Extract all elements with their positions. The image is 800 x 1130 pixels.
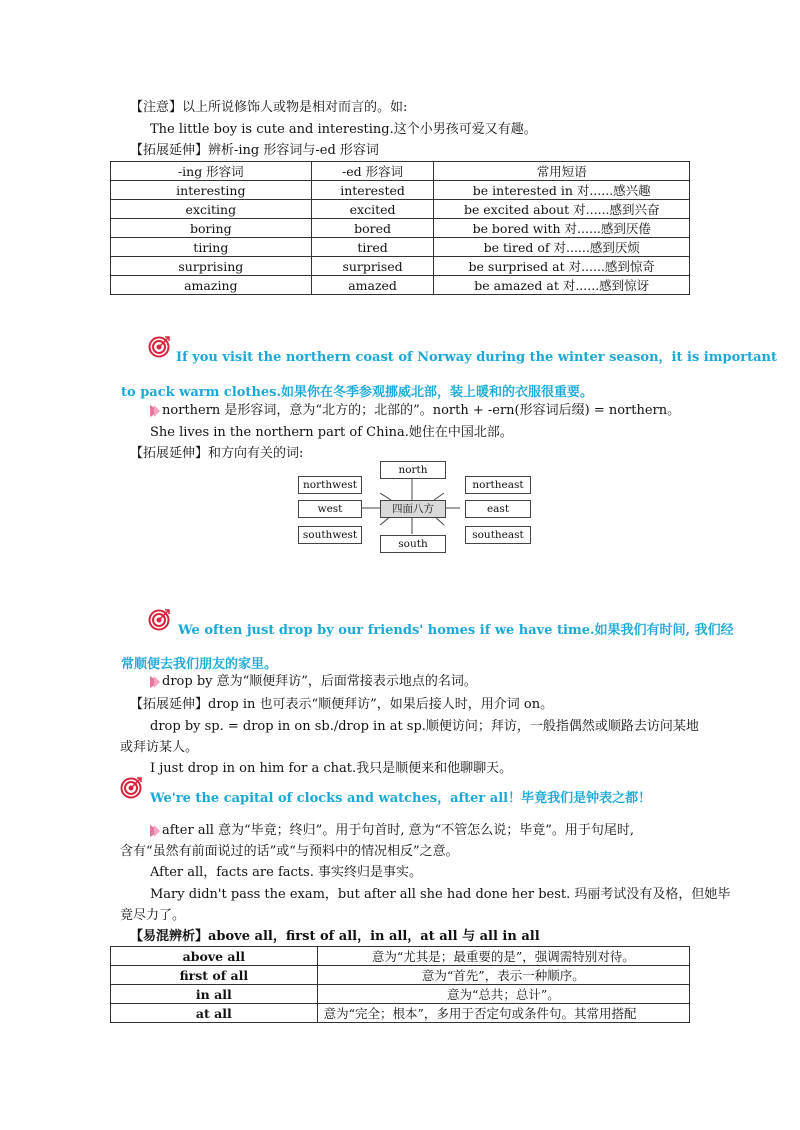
meaning-cell: 意为“完全；根本”，多用于否定句或条件句。其常用搭配 [317, 1004, 689, 1023]
direction-northwest: northwest [298, 476, 362, 494]
table-cell: surprising [111, 257, 312, 276]
table-cell: surprised [311, 257, 434, 276]
arrow-icon [154, 676, 160, 688]
phrase-table [110, 946, 690, 1023]
direction-northeast: northeast [465, 476, 531, 494]
section1-para-3: 【拓展延伸】和方向有关的词: [130, 446, 304, 461]
table-cell: be interested in 对......感兴趣 [434, 181, 690, 200]
section1-para-1 [150, 402, 680, 420]
table-cell: exciting [111, 200, 312, 219]
table-row [111, 200, 690, 219]
target-icon [148, 609, 170, 631]
table-row [111, 219, 690, 238]
table-row [111, 257, 690, 276]
note-line-2: The little boy is cute and interesting.这个小男孩可爱又有趣。 [150, 122, 537, 137]
table-header: -ing 形容词 [111, 162, 312, 181]
table-cell: interested [311, 181, 434, 200]
arrow-icon [154, 825, 160, 837]
direction-southwest: southwest [298, 526, 362, 544]
direction-south: south [380, 535, 446, 553]
table-cell: be excited about 对......感到兴奋 [434, 200, 690, 219]
section2-para-5: I just drop in on him for a chat.我只是顺便来和他聊聊天。 [150, 761, 513, 776]
target-icon [148, 336, 170, 358]
section1-para-1-text: northern 是形容词，意为“北方的；北部的”。north + -ern(形容词后缀) = northern。 [162, 403, 681, 418]
section3-para-5: 竟尽力了。 [120, 908, 186, 923]
table-header: -ed 形容词 [311, 162, 434, 181]
table-cell: boring [111, 219, 312, 238]
phrase-cell: above all [111, 947, 318, 966]
direction-southeast: southeast [465, 526, 531, 544]
table-cell: be surprised at 对......感到惊奇 [434, 257, 690, 276]
section2-para-1 [150, 673, 477, 691]
table-row [111, 947, 690, 966]
table-row [111, 181, 690, 200]
direction-center: 四面八方 [380, 500, 446, 518]
section3-para-3: After all，facts are facts. 事实终归是事实。 [150, 865, 422, 880]
section2-para-1-text: drop by 意为“顺便拜访”，后面常接表示地点的名词。 [162, 674, 477, 689]
table-cell: be bored with 对......感到厌倦 [434, 219, 690, 238]
section3-para-4: Mary didn't pass the exam，but after all she had done her best. 玛丽考试没有及格，但她毕 [150, 887, 731, 902]
section2-para-4: 或拜访某人。 [120, 740, 199, 755]
table-row [111, 276, 690, 295]
table-cell: amazed [311, 276, 434, 295]
section1-heading-line1: If you visit the northern coast of Norway during the winter season，it is important [176, 350, 777, 365]
section2-para-2: 【拓展延伸】drop in 也可表示“顺便拜访”，如果后接人时，用介词 on。 [130, 697, 554, 712]
section3-para-2: 含有“虽然有前面说过的话”或“与预料中的情况相反”之意。 [120, 844, 459, 859]
table-cell: be amazed at 对......感到惊讶 [434, 276, 690, 295]
table-cell: amazing [111, 276, 312, 295]
section2-heading-line2: 常顺便去我们朋友的家里。 [121, 657, 278, 672]
note-line-3: 【拓展延伸】辨析-ing 形容词与-ed 形容词 [130, 143, 379, 158]
table-header: 常用短语 [434, 162, 690, 181]
table-row [111, 985, 690, 1004]
phrase-cell: in all [111, 985, 318, 1004]
section2-para-3: drop by sp. = drop in on sb./drop in at sp.顺便访问；拜访，一般指偶然或顺路去访问某地 [150, 719, 699, 734]
table-cell: tiring [111, 238, 312, 257]
phrase-cell: at all [111, 1004, 318, 1023]
adj-table [110, 161, 690, 295]
section3-heading: We're the capital of clocks and watches，after all！毕竟我们是钟表之都！ [150, 791, 652, 806]
target-icon [120, 777, 142, 799]
table-row [111, 966, 690, 985]
section3-para-6: 【易混辨析】above all，first of all，in all，at all 与 all in all [130, 929, 540, 944]
meaning-cell: 意为“尤其是；最重要的是”，强调需特别对待。 [317, 947, 689, 966]
section2-heading-line1: We often just drop by our friends' homes if we have time.如果我们有时间, 我们经 [178, 623, 734, 638]
section1-para-2: She lives in the northern part of China.她住在中国北部。 [150, 425, 513, 440]
section1-heading-line2: to pack warm clothes.如果你在冬季参观挪威北部，装上暖和的衣服很重要。 [121, 385, 594, 400]
direction-north: north [380, 461, 446, 479]
table-cell: excited [311, 200, 434, 219]
table-header-row [111, 162, 690, 181]
section3-para-1 [150, 822, 634, 840]
phrase-cell: first of all [111, 966, 318, 985]
direction-east: east [465, 500, 531, 518]
table-cell: tired [311, 238, 434, 257]
table-cell: bored [311, 219, 434, 238]
direction-west: west [298, 500, 362, 518]
meaning-cell: 意为“首先”，表示一种顺序。 [317, 966, 689, 985]
section3-para-1-text: after all 意为“毕竟；终归”。用于句首时, 意为“不管怎么说；毕竟”。用于句尾时, [162, 823, 635, 838]
meaning-cell: 意为“总共；总计”。 [317, 985, 689, 1004]
arrow-icon [154, 405, 160, 417]
note-line-1: 【注意】以上所说修饰人或物是相对而言的。如: [130, 100, 408, 115]
table-cell: interesting [111, 181, 312, 200]
table-cell: be tired of 对......感到厌烦 [434, 238, 690, 257]
table-row [111, 1004, 690, 1023]
table-row [111, 238, 690, 257]
